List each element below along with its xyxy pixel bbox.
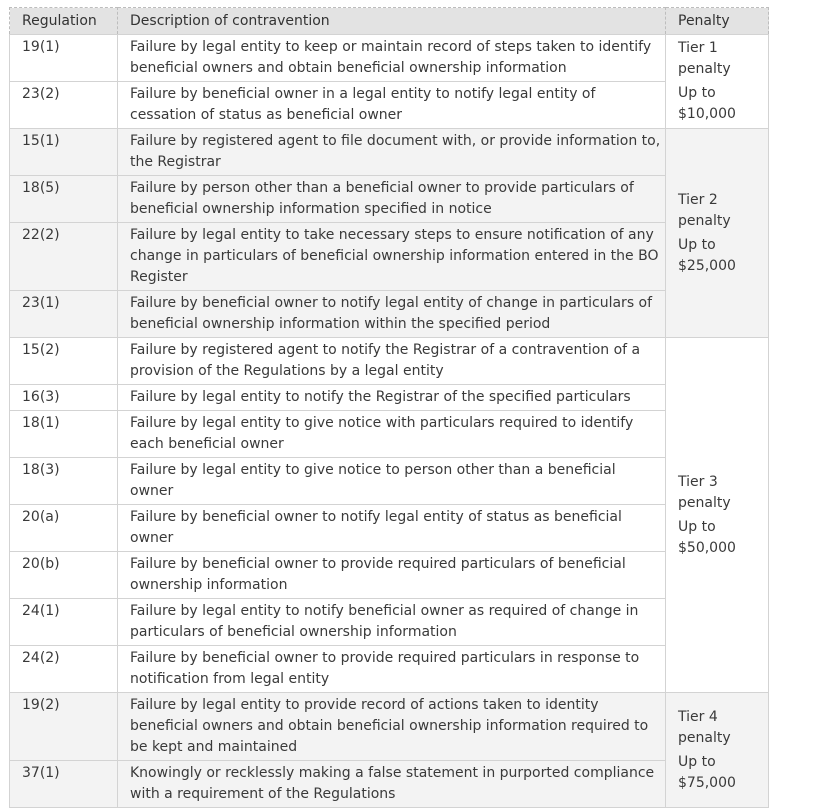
description-cell: Knowingly or recklessly making a false statement in purported compliance with a requirement of the Regulations	[118, 761, 666, 808]
regulation-cell: 18(1)	[10, 411, 118, 458]
penalty-amount: Up to $50,000	[678, 518, 736, 556]
header-description: Description of contravention	[118, 8, 666, 35]
table-row	[10, 599, 769, 646]
description-cell: Failure by beneficial owner in a legal entity to notify legal entity of cessation of status as beneficial owner	[118, 82, 666, 129]
description-cell: Failure by beneficial owner to notify legal entity of status as beneficial owner	[118, 505, 666, 552]
description-cell: Failure by beneficial owner to provide required particulars in response to notification from legal entity	[118, 646, 666, 693]
tier-label: Tier 1 penalty	[678, 40, 731, 77]
penalty-amount: Up to $75,000	[678, 753, 736, 791]
description-cell: Failure by legal entity to notify the Registrar of the specified particulars	[118, 385, 666, 411]
table-row	[10, 505, 769, 552]
penalty-amount: Up to $10,000	[678, 85, 736, 122]
table-row	[10, 291, 769, 338]
contraventions-table	[9, 7, 769, 808]
tier-label: Tier 3 penalty	[678, 473, 731, 511]
regulation-cell: 20(a)	[10, 505, 118, 552]
regulation-cell: 23(1)	[10, 291, 118, 338]
table-row	[10, 411, 769, 458]
regulation-cell: 19(1)	[10, 35, 118, 82]
description-cell: Failure by registered agent to notify the Registrar of a contravention of a provision of the Regulations by a legal entity	[118, 338, 666, 385]
description-cell: Failure by beneficial owner to notify legal entity of change in particulars of beneficial ownership information within the specified period	[118, 291, 666, 338]
regulation-cell: 24(1)	[10, 599, 118, 646]
description-cell: Failure by legal entity to give notice to person other than a beneficial owner	[118, 458, 666, 505]
description-cell: Failure by beneficial owner to provide required particulars of beneficial ownership information	[118, 552, 666, 599]
description-cell: Failure by person other than a beneficial owner to provide particulars of beneficial ownership information specified in notice	[118, 176, 666, 223]
table-row	[10, 176, 769, 223]
regulation-cell: 20(b)	[10, 552, 118, 599]
regulation-cell: 19(2)	[10, 693, 118, 761]
table-row	[10, 35, 769, 82]
penalty-cell-tier-3	[666, 338, 769, 693]
tier-label: Tier 4 penalty	[678, 708, 731, 746]
regulation-cell: 15(2)	[10, 338, 118, 385]
tier-label: Tier 2 penalty	[678, 191, 731, 229]
penalty-cell-tier-2	[666, 129, 769, 338]
header-regulation: Regulation	[10, 8, 118, 35]
penalty-amount: Up to $25,000	[678, 236, 736, 274]
regulation-cell: 24(2)	[10, 646, 118, 693]
regulation-cell: 37(1)	[10, 761, 118, 808]
description-cell: Failure by legal entity to provide record of actions taken to identity beneficial owners and obtain beneficial ownership information required to be kept and maintained	[118, 693, 666, 761]
table-row	[10, 129, 769, 176]
regulation-cell: 23(2)	[10, 82, 118, 129]
table-row	[10, 338, 769, 385]
table-row	[10, 385, 769, 411]
description-cell: Failure by legal entity to give notice with particulars required to identify each beneficial owner	[118, 411, 666, 458]
description-cell: Failure by legal entity to keep or maintain record of steps taken to identify beneficial owners and obtain beneficial ownership information	[118, 35, 666, 82]
table-row	[10, 761, 769, 808]
regulation-cell: 18(3)	[10, 458, 118, 505]
description-cell: Failure by registered agent to file document with, or provide information to, the Registrar	[118, 129, 666, 176]
table-row	[10, 552, 769, 599]
table-row	[10, 82, 769, 129]
regulation-cell: 22(2)	[10, 223, 118, 291]
penalty-cell-tier-4	[666, 693, 769, 808]
regulation-cell: 16(3)	[10, 385, 118, 411]
description-cell: Failure by legal entity to take necessary steps to ensure notification of any change in particulars of beneficial ownership information entered in the BO Register	[118, 223, 666, 291]
regulation-cell: 18(5)	[10, 176, 118, 223]
table-row	[10, 646, 769, 693]
table-row	[10, 223, 769, 291]
header-penalty: Penalty	[666, 8, 769, 35]
table-row	[10, 693, 769, 761]
penalty-cell-tier-1	[666, 35, 769, 129]
description-cell: Failure by legal entity to notify beneficial owner as required of change in particulars of beneficial ownership information	[118, 599, 666, 646]
regulation-cell: 15(1)	[10, 129, 118, 176]
table-row	[10, 458, 769, 505]
header-row	[10, 8, 769, 35]
